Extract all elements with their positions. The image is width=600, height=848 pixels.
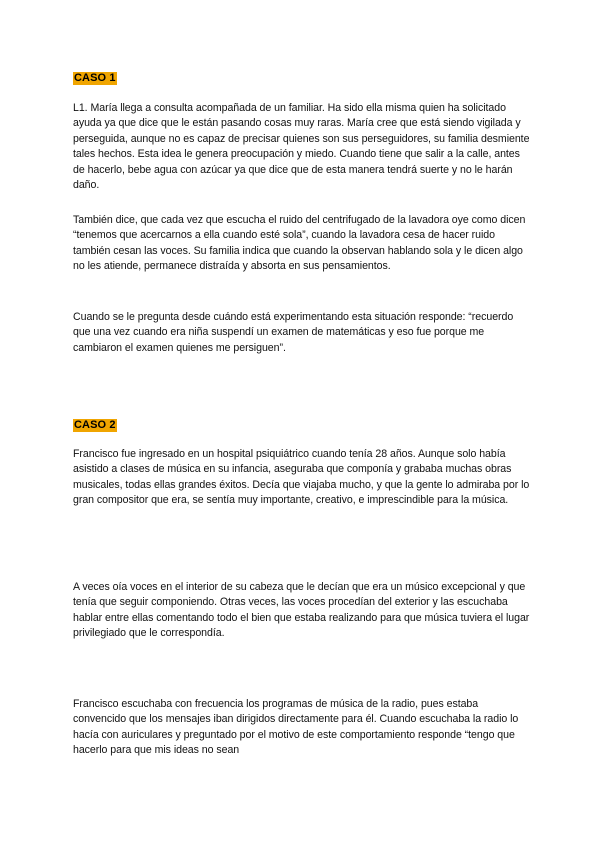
case-2-paragraph-1: Francisco fue ingresado en un hospital psiquiátrico cuando tenía 28 años. Aunque solo había asistido a clases de música en su infancia, aseguraba que componía y grababa muchas obras musicales, todas ellas grandes éxitos. Decía que viajaba mucho, y que la gente lo admiraba por lo gran compositor que era, se sentía muy importante, creativo, e imprescindible para la música. — [73, 448, 530, 507]
case-1-paragraph-2: También dice, que cada vez que escucha el ruido del centrifugado de la lavadora oye como dicen “tenemos que acercarnos a ella cuando esté sola”, cuando la lavadora cesa de hacer ruido también cesan las voces. Su familia indica que cuando la observan hablando sola y le dicen algo no les atiende, permanece distraída y absorta en sus pensamientos. — [73, 214, 526, 273]
case-1-heading: CASO 1 — [74, 72, 116, 84]
case-1-paragraph-3: Cuando se le pregunta desde cuándo está experimentando esta situación responde: “recuerdo que una vez cuando era niña suspendí un examen de matemáticas y eso fue porque me cambiaron el examen quienes me persiguen”. — [73, 311, 514, 354]
case-2-paragraph-3: Francisco escuchaba con frecuencia los programas de música de la radio, pues estaba convencido que los mensajes iban dirigidos directamente para él. Cuando escuchaba la radio lo hacía con auriculares y preguntado por el motivo de este comportamiento responde “tengo que hacerlo para que mis ideas no sean — [73, 698, 519, 757]
case-2-paragraph-2: A veces oía voces en el interior de su cabeza que le decían que era un músico excepcional y que tenía que seguir componiendo. Otras veces, las voces procedían del exterior y las escuchaba hablar entre ellas comentando todo el bien que estaba realizando para que música tuviera el lugar privilegiado que le correspondía. — [73, 581, 530, 640]
case-2-heading: CASO 2 — [74, 419, 116, 431]
case-1-paragraph-1: L1. María llega a consulta acompañada de un familiar. Ha sido ella misma quien ha solicitado ayuda ya que dice que le están pasando cosas muy raras. María cree que está siendo vigilada y perseguida, aunque no es capaz de precisar quienes son sus perseguidores, su familia desmiente tales hechos. Esta idea le genera preocupación y miedo. Cuando tiene que salir a la calle, antes de hacerlo, bebe agua con azúcar ya que dice que de esta manera tendrá suerte y no le harán daño. — [73, 102, 530, 192]
